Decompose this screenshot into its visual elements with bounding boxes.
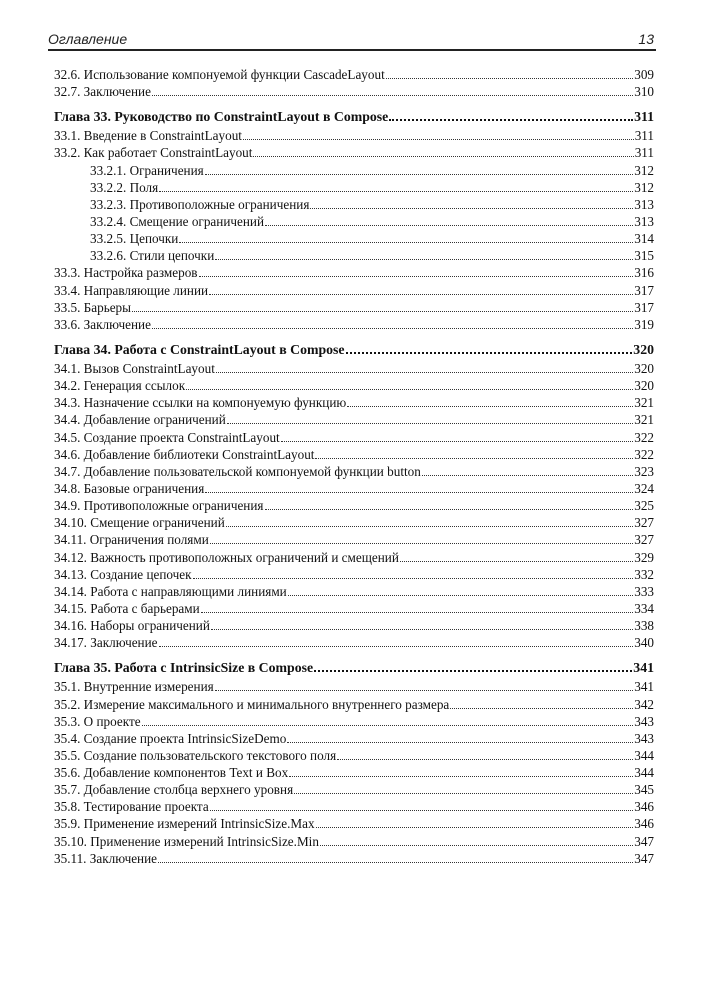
toc-entry-page: 310	[634, 84, 654, 100]
toc-entry-label: 34.8. Базовые ограничения	[54, 480, 205, 496]
dot-leader	[215, 679, 634, 691]
toc-entry-page: 323	[634, 463, 654, 479]
toc-entry-label: 35.5. Создание пользовательского текстового поля	[54, 747, 337, 763]
toc-entry-label: 33.1. Введение в ConstraintLayout	[54, 128, 242, 144]
toc-entry-page: 347	[634, 850, 654, 866]
dot-leader	[265, 214, 633, 226]
toc-entry-page: 321	[634, 412, 654, 428]
toc-chapter-entry[interactable]	[54, 659, 654, 676]
toc-entry-page: 311	[634, 109, 654, 125]
dot-leader	[346, 341, 633, 354]
dot-leader	[389, 108, 633, 121]
toc-entry-label: 34.16. Наборы ограничений	[54, 618, 210, 634]
toc-entry[interactable]	[54, 531, 654, 548]
dot-leader	[186, 378, 633, 390]
dot-leader	[159, 635, 634, 647]
toc-entry[interactable]	[54, 730, 654, 747]
toc-entry-label: 33.6. Заключение	[54, 316, 151, 332]
dot-leader	[315, 447, 633, 459]
toc-entry-label: 34.4. Добавление ограничений	[54, 412, 226, 428]
dot-leader	[294, 782, 633, 794]
toc-entry-page: 313	[634, 196, 654, 212]
toc-entry-label: 35.10. Применение измерений IntrinsicSize.Min	[54, 833, 319, 849]
dot-leader	[193, 567, 634, 579]
toc-entry[interactable]	[54, 463, 654, 480]
toc-entry-label: 34.1. Вызов ConstraintLayout	[54, 360, 215, 376]
dot-leader	[287, 731, 633, 743]
toc-entry[interactable]	[54, 713, 654, 730]
page-number: 13	[638, 31, 654, 47]
toc-entry-label: 35.4. Создание проекта IntrinsicSizeDemo	[54, 730, 287, 746]
toc-entry[interactable]	[54, 394, 654, 411]
toc-entry-page: 312	[634, 162, 654, 178]
dot-leader	[209, 283, 633, 295]
dot-leader	[422, 464, 633, 476]
toc-entry-page: 340	[634, 635, 654, 651]
toc-entry[interactable]	[54, 247, 654, 264]
toc-entry[interactable]	[54, 850, 654, 867]
toc-entry[interactable]	[54, 83, 654, 100]
toc-entry-page: 347	[634, 833, 654, 849]
toc-chapter-entry[interactable]	[54, 341, 654, 358]
toc-entry[interactable]	[54, 634, 654, 651]
toc-entry-label: 34.9. Противоположные ограничения	[54, 498, 264, 514]
toc-entry-page: 342	[634, 696, 654, 712]
toc-entry[interactable]	[54, 196, 654, 213]
toc-entry-label: 33.2.4. Смещение ограничений	[90, 213, 265, 229]
dot-leader	[216, 361, 633, 373]
toc-entry-page: 344	[634, 765, 654, 781]
toc-entry-page: 346	[634, 799, 654, 815]
toc-entry-page: 338	[634, 618, 654, 634]
toc-entry-label: 35.3. О проекте	[54, 713, 141, 729]
toc-entry[interactable]	[54, 678, 654, 695]
toc-entry[interactable]	[54, 566, 654, 583]
dot-leader	[210, 799, 634, 811]
toc-entry-page: 320	[634, 360, 654, 376]
toc-entry-page: 325	[634, 498, 654, 514]
toc-entry-page: 317	[634, 282, 654, 298]
dot-leader	[205, 163, 633, 175]
toc-entry-label: 33.4. Направляющие линии	[54, 282, 209, 298]
dot-leader	[243, 128, 634, 140]
toc-entry-label: 35.7. Добавление столбца верхнего уровня	[54, 782, 294, 798]
toc-entry-page: 311	[634, 128, 654, 144]
toc-entry-page: 345	[634, 782, 654, 798]
toc-entry[interactable]	[54, 282, 654, 299]
toc-entry[interactable]	[54, 798, 654, 815]
toc-entry[interactable]	[54, 429, 654, 446]
dot-leader	[201, 601, 634, 613]
toc-entry-page: 341	[634, 679, 654, 695]
toc-entry-label: 34.10. Смещение ограничений	[54, 515, 225, 531]
toc-entry-page: 314	[634, 231, 654, 247]
toc-entry-page: 343	[634, 730, 654, 746]
dot-leader	[450, 697, 633, 709]
toc-entry-page: 327	[634, 515, 654, 531]
dot-leader	[132, 300, 633, 312]
toc-entry-page: 333	[634, 583, 654, 599]
toc-entry-label: 33.2.2. Поля	[90, 179, 159, 195]
dot-leader	[199, 265, 634, 277]
dot-leader	[347, 395, 633, 407]
toc-entry-page: 320	[633, 341, 654, 357]
toc-entry-label: 35.9. Применение измерений IntrinsicSize.Max	[54, 816, 315, 832]
dot-leader	[210, 532, 633, 544]
toc-chapter-entry[interactable]	[54, 108, 654, 125]
toc-entry[interactable]	[54, 815, 654, 832]
toc-entry-label: 34.15. Работа с барьерами	[54, 600, 200, 616]
toc-entry[interactable]	[54, 514, 654, 531]
toc-entry-label: 34.12. Важность противоположных ограничений и смещений	[54, 549, 399, 565]
toc-entry[interactable]	[54, 583, 654, 600]
toc-entry[interactable]	[54, 264, 654, 281]
toc-entry-page: 327	[634, 532, 654, 548]
toc-entry-label: 34.6. Добавление библиотеки ConstraintLayout	[54, 446, 315, 462]
toc-entry-label: 34.2. Генерация ссылок	[54, 378, 186, 394]
dot-leader	[152, 317, 633, 329]
toc-entry-page: 332	[634, 566, 654, 582]
toc-entry-page: 313	[634, 213, 654, 229]
dot-leader	[226, 515, 633, 527]
toc-entry-page: 343	[634, 713, 654, 729]
toc-entry-page: 316	[634, 265, 654, 281]
dot-leader	[386, 67, 633, 79]
toc-entry[interactable]	[54, 549, 654, 566]
toc-entry[interactable]	[54, 764, 654, 781]
toc-entry-page: 309	[634, 67, 654, 82]
toc-entry-label: 34.11. Ограничения полями	[54, 532, 209, 548]
toc-entry-label: 35.11. Заключение	[54, 850, 158, 866]
dot-leader	[253, 145, 633, 157]
toc-entry[interactable]	[54, 127, 654, 144]
toc-entry-page: 334	[634, 600, 654, 616]
dot-leader	[215, 248, 633, 260]
toc-entry-label: 33.2. Как работает ConstraintLayout	[54, 145, 253, 161]
toc-entry-label: 34.3. Назначение ссылки на компонуемую функцию	[54, 395, 347, 411]
toc-entry[interactable]	[54, 66, 654, 83]
dot-leader	[400, 550, 633, 562]
dot-leader	[211, 618, 633, 630]
toc-entry-page: 322	[634, 446, 654, 462]
toc-entry[interactable]	[54, 316, 654, 333]
toc-entry-page: 346	[634, 816, 654, 832]
dot-leader	[159, 180, 633, 192]
toc-entry[interactable]	[54, 747, 654, 764]
toc-entry-label: 34.7. Добавление пользовательской компонуемой функции button	[54, 463, 421, 479]
toc-entry[interactable]	[54, 600, 654, 617]
toc-entry-label: 33.2.3. Противоположные ограничения	[90, 196, 310, 212]
toc-entry-page: 344	[634, 747, 654, 763]
dot-leader	[316, 816, 634, 828]
toc-entry-label: 34.13. Создание цепочек	[54, 566, 192, 582]
toc-entry-label: 33.2.6. Стили цепочки	[90, 248, 215, 264]
toc-entry-label: 33.3. Настройка размеров	[54, 265, 198, 281]
toc-entry-page: 319	[634, 316, 654, 332]
dot-leader	[158, 851, 633, 863]
toc-entry-label: Глава 35. Работа с IntrinsicSize в Compose	[54, 660, 314, 676]
dot-leader	[142, 714, 634, 726]
toc-entry[interactable]	[54, 480, 654, 497]
toc-entry[interactable]	[54, 446, 654, 463]
running-header	[48, 31, 656, 51]
dot-leader	[205, 481, 633, 493]
toc-entry-label: 35.8. Тестирование проекта	[54, 799, 209, 815]
toc-entry-label: Глава 34. Работа с ConstraintLayout в Compose	[54, 341, 345, 357]
toc-entry-label: 33.2.5. Цепочки	[90, 231, 179, 247]
dot-leader	[289, 765, 633, 777]
toc-entry[interactable]	[54, 696, 654, 713]
dot-leader	[265, 498, 634, 510]
toc-entry-label: 32.6. Использование компонуемой функции CascadeLayout	[54, 67, 385, 82]
toc-entry-page: 324	[634, 480, 654, 496]
dot-leader	[152, 84, 633, 96]
toc-entry-label: 34.5. Создание проекта ConstraintLayout	[54, 429, 280, 445]
dot-leader	[314, 659, 632, 672]
toc-entry-label: 34.14. Работа с направляющими линиями	[54, 583, 287, 599]
toc-entry-label: 35.1. Внутренние измерения	[54, 679, 214, 695]
toc-entry-label: 35.6. Добавление компонентов Text и Box	[54, 765, 289, 781]
table-of-contents	[54, 66, 654, 867]
running-header-title: Оглавление	[48, 31, 128, 47]
dot-leader	[179, 231, 633, 243]
toc-entry[interactable]	[54, 360, 654, 377]
toc-entry-label: 33.5. Барьеры	[54, 299, 132, 315]
toc-entry[interactable]	[54, 617, 654, 634]
toc-entry[interactable]	[54, 781, 654, 798]
dot-leader	[281, 430, 633, 442]
toc-entry[interactable]	[54, 162, 654, 179]
toc-entry-page: 321	[634, 395, 654, 411]
toc-entry-page: 311	[634, 145, 654, 161]
toc-entry-page: 341	[633, 660, 654, 676]
toc-entry-page: 315	[634, 248, 654, 264]
toc-entry[interactable]	[54, 497, 654, 514]
toc-entry-label: 34.17. Заключение	[54, 635, 158, 651]
toc-entry-label: Глава 33. Руководство по ConstraintLayout в Compose	[54, 109, 389, 125]
dot-leader	[288, 584, 633, 596]
toc-entry[interactable]	[54, 299, 654, 316]
dot-leader	[227, 412, 633, 424]
toc-entry-label: 33.2.1. Ограничения	[90, 162, 204, 178]
toc-entry[interactable]	[54, 230, 654, 247]
toc-entry-page: 329	[634, 549, 654, 565]
dot-leader	[320, 834, 633, 846]
dot-leader	[337, 748, 633, 760]
dot-leader	[310, 197, 633, 209]
toc-entry-page: 320	[634, 378, 654, 394]
toc-entry-page: 312	[634, 179, 654, 195]
toc-entry-label: 35.2. Измерение максимального и минимального внутреннего размера	[54, 696, 450, 712]
toc-entry[interactable]	[54, 179, 654, 196]
toc-entry-page: 317	[634, 299, 654, 315]
toc-entry[interactable]	[54, 377, 654, 394]
toc-entry-page: 322	[634, 429, 654, 445]
toc-entry[interactable]	[54, 144, 654, 161]
toc-entry[interactable]	[54, 213, 654, 230]
toc-entry[interactable]	[54, 833, 654, 850]
toc-entry-label: 32.7. Заключение	[54, 84, 151, 100]
toc-entry[interactable]	[54, 411, 654, 428]
